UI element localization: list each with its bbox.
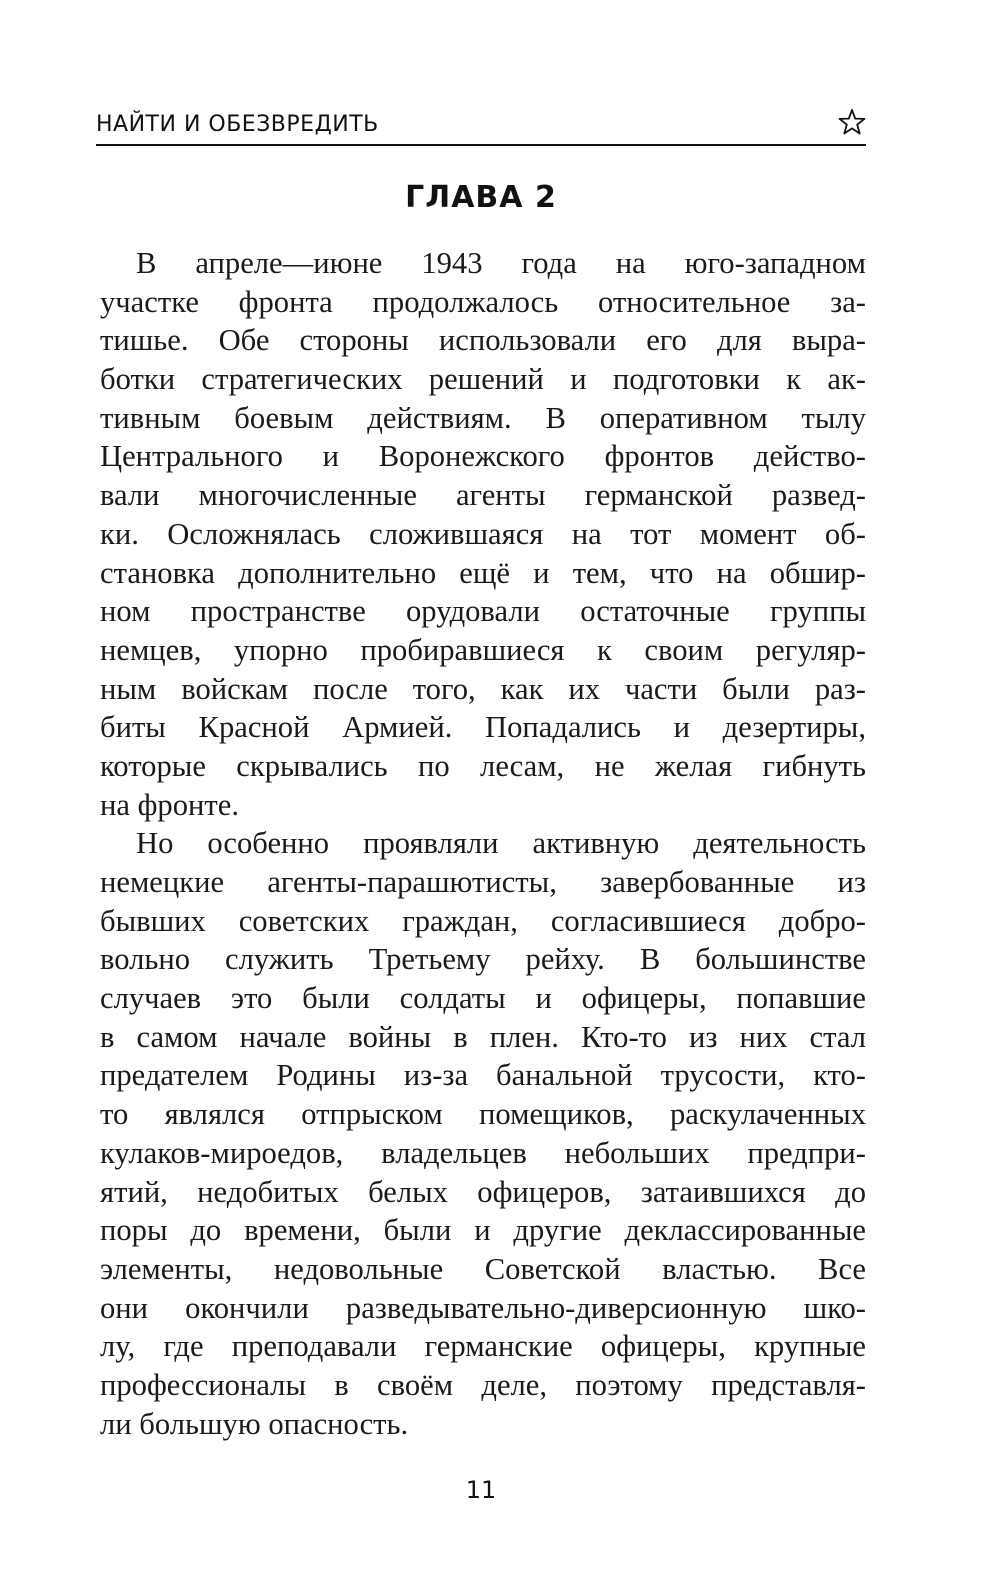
text-line: становка дополнительно ещё и тем, что на обшир- [100, 555, 866, 590]
text-line: участке фронта продолжалось относительное за- [100, 284, 866, 319]
text-line: лу, где преподавали германские офицеры, крупные [100, 1329, 866, 1364]
text-line: на фронте. [100, 787, 239, 822]
text-line: кулаков-мироедов, владельцев небольших предпри- [100, 1135, 866, 1170]
text-line: ки. Осложнялась сложившаяся на тот момент об- [100, 516, 866, 551]
text-line: немецкие агенты-парашютисты, завербованные из [100, 865, 866, 899]
text-line: ботки стратегических решений и подготовки к ак- [100, 362, 866, 397]
text-line: в самом начале войны в плен. Кто-то из них стал [100, 1019, 866, 1054]
page-number: 11 [465, 1476, 497, 1504]
text-line: которые скрывались по лесам, не желая гибнуть [100, 748, 866, 783]
text-line: ным войскам после того, как их части были раз- [100, 671, 866, 706]
text-line: случаев это были солдаты и офицеры, попавшие [100, 981, 866, 1016]
text-line: Но особенно проявляли активную деятельность [136, 826, 866, 861]
chapter-title: ГЛАВА 2 [405, 180, 557, 215]
text-line: они окончили разведывательно-диверсионную шко- [100, 1290, 866, 1325]
body-text [100, 244, 866, 1443]
text-line: вали многочисленные агенты германской развед- [100, 478, 866, 513]
running-head [96, 108, 866, 144]
text-line: поры до времени, были и другие деклассированные [100, 1213, 866, 1248]
text-line: ном пространстве орудовали остаточные группы [100, 594, 866, 629]
header-rule [96, 144, 866, 146]
text-line: элементы, недовольные Советской властью. Все [100, 1251, 866, 1286]
paragraph [100, 824, 866, 1443]
text-line: ятий, недобитых белых офицеров, затаившихся до [100, 1174, 866, 1209]
text-line: немцев, упорно пробиравшиеся к своим регуляр- [100, 632, 866, 667]
paragraph [100, 244, 866, 824]
text-line: то являлся отпрыском помещиков, раскулаченных [100, 1097, 866, 1132]
text-line: предателем Родины из-за банальной трусости, кто- [100, 1058, 866, 1093]
running-title: НАЙТИ И ОБЕЗВРЕДИТЬ [96, 112, 379, 137]
text-line: вольно служить Третьему рейху. В большинстве [100, 942, 866, 977]
text-line: бывших советских граждан, согласившиеся добро- [100, 903, 866, 938]
text-line: тивным боевым действиям. В оперативном тылу [100, 400, 866, 435]
text-line: Центрального и Воронежского фронтов действо- [100, 439, 866, 474]
star-icon [838, 108, 866, 136]
text-line: тишье. Обе стороны использовали его для выра- [100, 323, 866, 358]
text-line: профессионалы в своём деле, поэтому представля- [100, 1367, 866, 1402]
text-line: В апреле—июне 1943 года на юго-западном [136, 246, 866, 280]
text-line: ли большую опасность. [100, 1406, 409, 1441]
text-line: биты Красной Армией. Попадались и дезертиры, [100, 710, 866, 745]
